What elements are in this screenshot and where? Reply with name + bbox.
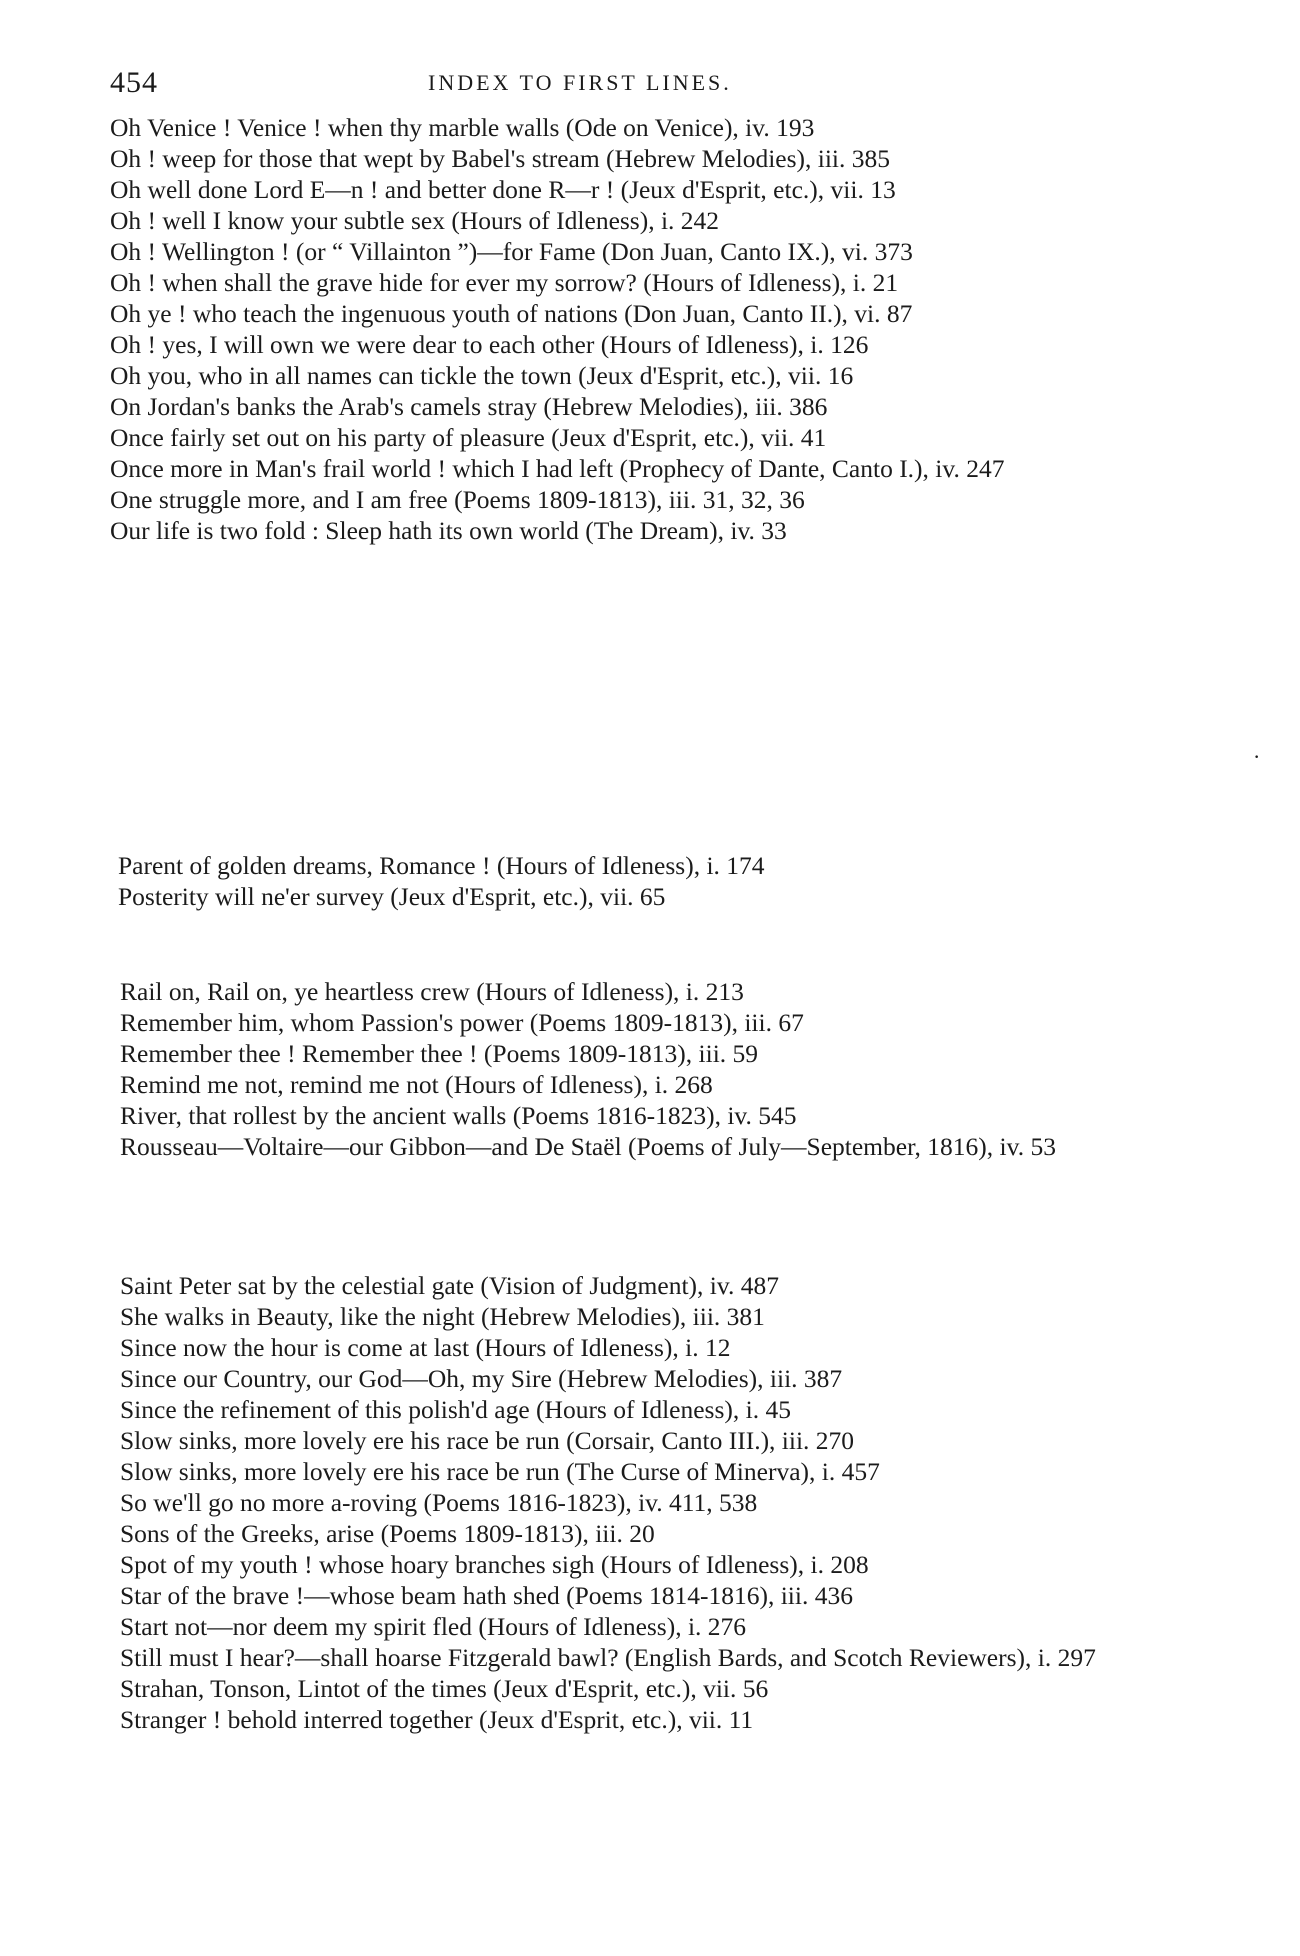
index-entry: One struggle more, and I am free (Poems 1809-1813), iii. 31, 32, 36	[110, 485, 805, 514]
index-entry: Oh well done Lord E—n ! and better done R—r ! (Jeux d'Esprit, etc.), vii. 13	[110, 175, 896, 204]
index-entry: Since the refinement of this polish'd age (Hours of Idleness), i. 45	[120, 1395, 791, 1424]
index-entry: Parent of golden dreams, Romance ! (Hours of Idleness), i. 174	[118, 851, 765, 880]
index-entry: Sons of the Greeks, arise (Poems 1809-1813), iii. 20	[120, 1519, 655, 1548]
index-entry: Our life is two fold : Sleep hath its own world (The Dream), iv. 33	[110, 516, 787, 545]
index-entry: Slow sinks, more lovely ere his race be run (Corsair, Canto III.), iii. 270	[120, 1426, 855, 1455]
index-entry: On Jordan's banks the Arab's camels stray (Hebrew Melodies), iii. 386	[110, 392, 828, 421]
index-entry: Remind me not, remind me not (Hours of Idleness), i. 268	[120, 1070, 713, 1099]
index-entry: Star of the brave !—whose beam hath shed (Poems 1814-1816), iii. 436	[120, 1581, 853, 1610]
index-entry: Strahan, Tonson, Lintot of the times (Jeux d'Esprit, etc.), vii. 56	[120, 1674, 769, 1703]
index-entry: Oh ! when shall the grave hide for ever my sorrow? (Hours of Idleness), i. 21	[110, 268, 899, 297]
section-s	[120, 1270, 1200, 1735]
index-entry: Still must I hear?—shall hoarse Fitzgerald bawl? (English Bards, and Scotch Reviewers), i. 297	[120, 1643, 1096, 1672]
index-entry: Rail on, Rail on, ye heartless crew (Hours of Idleness), i. 213	[120, 977, 744, 1006]
index-entry: Since now the hour is come at last (Hours of Idleness), i. 12	[120, 1333, 731, 1362]
section-p	[118, 850, 1198, 912]
index-entry: Start not—nor deem my spirit fled (Hours of Idleness), i. 276	[120, 1612, 747, 1641]
index-entry: Posterity will ne'er survey (Jeux d'Esprit, etc.), vii. 65	[118, 882, 666, 911]
index-entry: She walks in Beauty, like the night (Hebrew Melodies), iii. 381	[120, 1302, 765, 1331]
index-entry: Once fairly set out on his party of pleasure (Jeux d'Esprit, etc.), vii. 41	[110, 423, 827, 452]
index-entry: Slow sinks, more lovely ere his race be run (The Curse of Minerva), i. 457	[120, 1457, 880, 1486]
page-header	[0, 0, 1300, 100]
index-entry: Stranger ! behold interred together (Jeux d'Esprit, etc.), vii. 11	[120, 1705, 754, 1734]
index-entry: River, that rollest by the ancient walls (Poems 1816-1823), iv. 545	[120, 1101, 797, 1130]
index-entry: Oh Venice ! Venice ! when thy marble walls (Ode on Venice), iv. 193	[110, 113, 815, 142]
index-entry: So we'll go no more a-roving (Poems 1816-1823), iv. 411, 538	[120, 1488, 758, 1517]
index-entry: Oh ! Wellington ! (or “ Villainton ”)—for Fame (Don Juan, Canto IX.), vi. 373	[110, 237, 913, 266]
index-entry: Remember thee ! Remember thee ! (Poems 1809-1813), iii. 59	[120, 1039, 759, 1068]
index-entry: Since our Country, our God—Oh, my Sire (Hebrew Melodies), iii. 387	[120, 1364, 843, 1393]
section-r	[120, 976, 1200, 1162]
index-entry: Remember him, whom Passion's power (Poems 1809-1813), iii. 67	[120, 1008, 804, 1037]
section-o	[110, 112, 1190, 546]
running-head: INDEX TO FIRST LINES.	[428, 70, 732, 95]
index-entry: Oh ! yes, I will own we were dear to each other (Hours of Idleness), i. 126	[110, 330, 869, 359]
index-entry: Once more in Man's frail world ! which I had left (Prophecy of Dante, Canto I.), iv. 247	[110, 454, 1005, 483]
page-number: 454	[110, 66, 158, 99]
index-entry: Rousseau—Voltaire—our Gibbon—and De Staël (Poems of July—September, 1816), iv. 53	[120, 1132, 1056, 1161]
index-entry: Oh ! well I know your subtle sex (Hours of Idleness), i. 242	[110, 206, 720, 235]
index-entry: Oh you, who in all names can tickle the town (Jeux d'Esprit, etc.), vii. 16	[110, 361, 854, 390]
index-entry: Oh ! weep for those that wept by Babel's stream (Hebrew Melodies), iii. 385	[110, 144, 891, 173]
index-entry: Spot of my youth ! whose hoary branches sigh (Hours of Idleness), i. 208	[120, 1550, 869, 1579]
index-entry: Oh ye ! who teach the ingenuous youth of nations (Don Juan, Canto II.), vi. 87	[110, 299, 913, 328]
index-entry: Saint Peter sat by the celestial gate (Vision of Judgment), iv. 487	[120, 1271, 779, 1300]
margin-mark: ·	[1253, 744, 1261, 769]
